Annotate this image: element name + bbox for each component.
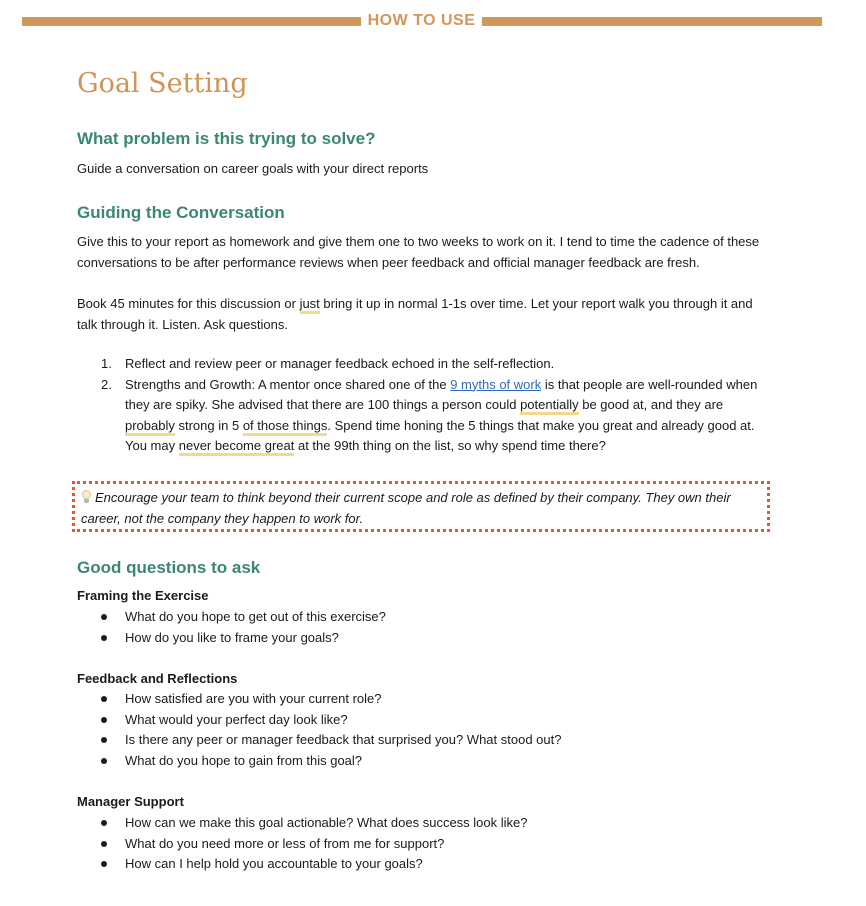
- list-item: [101, 628, 761, 649]
- list-item-text: What would your perfect day look like?: [125, 711, 348, 727]
- banner-bar-left: [22, 17, 361, 26]
- guiding-paragraph-1: Give this to your report as homework and give them one to two weeks to work on it. I tend to time the cadence of these conversations to be after performance reviews when peer feedback and official manager feedback are fresh.: [77, 234, 760, 270]
- feedback-heading: Feedback and Reflections: [77, 671, 238, 686]
- bullet-icon: [101, 861, 107, 867]
- highlight-of-those-things: of those things: [243, 418, 328, 436]
- list-number: 1.: [101, 356, 112, 371]
- list-item: [101, 689, 761, 710]
- list-item: [101, 751, 761, 772]
- list-item: [101, 854, 761, 875]
- questions-heading: Good questions to ask: [77, 558, 261, 577]
- list-item: [101, 834, 761, 855]
- support-list: [101, 813, 761, 875]
- text-run: Book 45 minutes for this discussion or: [77, 296, 300, 311]
- highlight-never-become-great: never become great: [179, 438, 295, 456]
- text-run: strong in 5: [174, 417, 243, 433]
- highlight-potentially: potentially: [520, 397, 579, 415]
- highlight-just: just: [300, 296, 320, 314]
- list-number: 2.: [101, 376, 112, 392]
- list-item: [101, 354, 767, 375]
- framing-heading: Framing the Exercise: [77, 588, 209, 603]
- section-banner: [22, 11, 822, 31]
- problem-heading: What problem is this trying to solve?: [77, 129, 376, 148]
- feedback-list: [101, 689, 761, 772]
- problem-text: Guide a conversation on career goals with your direct reports: [77, 161, 429, 176]
- lightbulb-icon: [81, 489, 92, 504]
- list-item-text: Is there any peer or manager feedback that surprised you? What stood out?: [125, 732, 562, 748]
- list-item-text: What do you hope to gain from this goal?: [125, 753, 363, 769]
- bullet-icon: [101, 758, 107, 764]
- bullet-icon: [101, 717, 107, 723]
- text-run: Strengths and Growth: A mentor once shared one of the: [125, 376, 451, 392]
- text-run: bring it up in normal 1-1s over time. Let your report walk you through it and talk through it. Listen. Ask questions.: [77, 296, 753, 332]
- list-item-text: How can we make this goal actionable? What does success look like?: [125, 815, 528, 830]
- list-item: [101, 710, 761, 731]
- list-item-text: What do you need more or less of from me for support?: [125, 835, 445, 851]
- banner-bar-right: [482, 17, 822, 26]
- bullet-icon: [101, 841, 107, 847]
- text-run: be good at, and they are: [578, 397, 724, 412]
- list-item: [101, 375, 767, 457]
- callout-text-content: Encourage your team to think beyond their current scope and role as defined by their company. They own their career, not the company they happen to work for.: [81, 490, 731, 526]
- banner-label: HOW TO USE: [367, 12, 476, 29]
- bullet-icon: [101, 737, 107, 743]
- list-item-text: How can I help hold you accountable to your goals?: [125, 856, 423, 872]
- support-heading: Manager Support: [77, 794, 184, 809]
- myths-of-work-link[interactable]: 9 myths of work: [450, 376, 542, 392]
- text-run: at the 99th thing on the list, so why spend time there?: [294, 438, 606, 453]
- highlight-probably: probably: [125, 418, 175, 436]
- list-item-text: How do you like to frame your goals?: [125, 629, 339, 645]
- bullet-icon: [101, 614, 107, 620]
- list-item: [101, 813, 761, 834]
- list-item-text: Reflect and review peer or manager feedback echoed in the self-reflection.: [125, 356, 555, 371]
- bullet-icon: [101, 635, 107, 641]
- list-item: [101, 607, 761, 628]
- list-item-text: What do you hope to get out of this exercise?: [125, 609, 386, 624]
- text-run: is that people are well-rounded when they are spiky. She advised that there are 100 things a person could: [125, 376, 758, 412]
- callout-text: [81, 487, 761, 529]
- text-run: . Spend time honing the 5 things that make you great and already good at. You may: [125, 417, 755, 453]
- list-item-text: How satisfied are you with your current role?: [125, 691, 382, 706]
- numbered-list: [101, 354, 767, 457]
- list-item: [101, 730, 761, 751]
- bullet-icon: [101, 696, 107, 702]
- framing-list: [101, 607, 761, 648]
- guiding-paragraph-2: [77, 293, 767, 335]
- page-title: Goal Setting: [77, 68, 248, 99]
- guiding-heading: Guiding the Conversation: [77, 203, 285, 222]
- bullet-icon: [101, 820, 107, 826]
- tip-callout: [72, 481, 770, 532]
